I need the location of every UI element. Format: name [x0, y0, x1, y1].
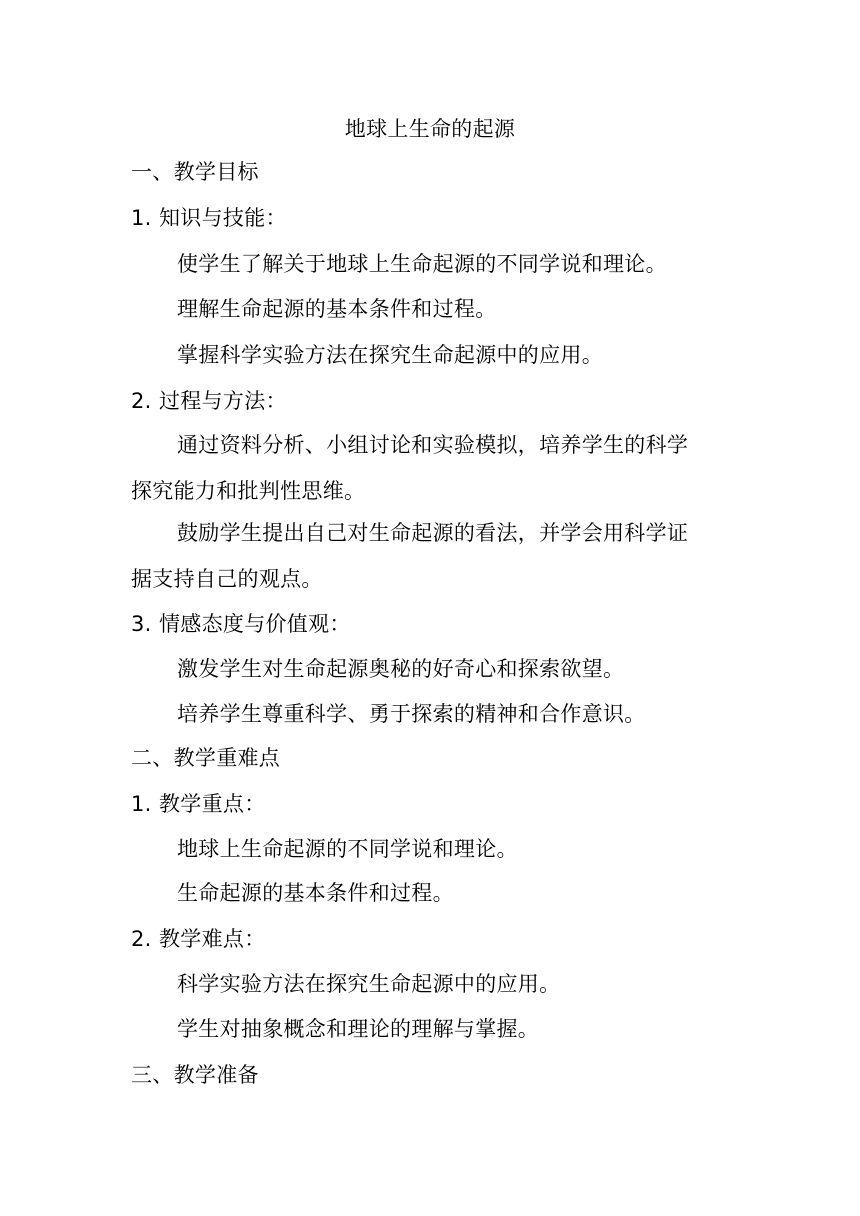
paragraph-line: 据支持自己的观点。	[131, 567, 323, 591]
paragraph-line: 培养学生尊重科学、勇于探索的精神和合作意识。	[177, 702, 646, 726]
subheading-label: 过程与方法：	[159, 389, 287, 413]
paragraph-line: 生命起源的基本条件和过程。	[177, 881, 454, 905]
subheading-label: 教学难点：	[159, 927, 266, 951]
list-number: 3.	[131, 612, 152, 636]
paragraph-line: 理解生命起源的基本条件和过程。	[177, 297, 497, 321]
subheading-label: 情感态度与价值观：	[159, 612, 351, 636]
section-heading-key-points: 二、教学重难点	[131, 746, 281, 770]
paragraph-line: 探究能力和批判性思维。	[131, 479, 366, 503]
paragraph-line: 科学实验方法在探究生命起源中的应用。	[177, 972, 561, 996]
paragraph-line: 通过资料分析、小组讨论和实验模拟，培养学生的科学	[177, 433, 689, 457]
list-number: 2.	[131, 927, 152, 951]
list-number: 1.	[131, 206, 152, 230]
paragraph-line: 掌握科学实验方法在探究生命起源中的应用。	[177, 343, 603, 367]
paragraph-line: 鼓励学生提出自己对生命起源的看法，并学会用科学证	[177, 521, 689, 545]
subheading-label: 知识与技能：	[159, 206, 287, 230]
paragraph-line: 激发学生对生命起源奥秘的好奇心和探索欲望。	[177, 657, 625, 681]
subheading-difficulties	[131, 926, 266, 952]
section-heading-objectives: 一、教学目标	[131, 160, 259, 184]
document-title: 地球上生命的起源	[344, 117, 516, 141]
paragraph-line: 使学生了解关于地球上生命起源的不同学说和理论。	[177, 252, 667, 276]
subheading-emotion-values	[131, 611, 351, 637]
subheading-process-methods	[131, 388, 287, 414]
list-number: 1.	[131, 792, 152, 816]
section-heading-preparation: 三、教学准备	[131, 1063, 259, 1087]
paragraph-line: 地球上生命起源的不同学说和理论。	[177, 837, 518, 861]
subheading-knowledge-skills	[131, 205, 287, 231]
paragraph-line: 学生对抽象概念和理论的理解与掌握。	[177, 1017, 540, 1041]
subheading-label: 教学重点：	[159, 792, 266, 816]
subheading-key-points	[131, 791, 266, 817]
list-number: 2.	[131, 389, 152, 413]
